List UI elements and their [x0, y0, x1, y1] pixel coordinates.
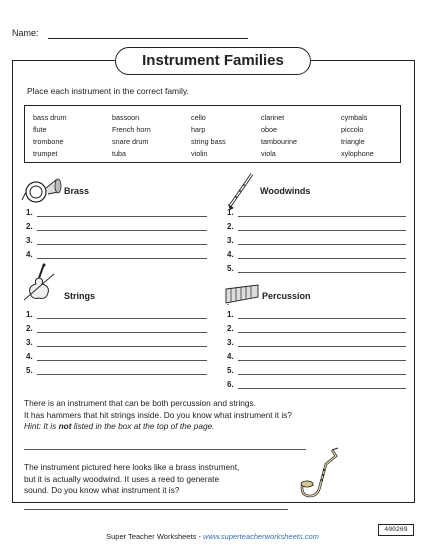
- word-bank-item: triangle: [341, 137, 365, 146]
- word-bank-item: bass drum: [33, 113, 67, 122]
- woodwinds-number: 2.: [227, 222, 234, 231]
- hint-emphasis: not: [58, 421, 72, 431]
- woodwinds-number: 5.: [227, 264, 234, 273]
- question-2-line-3: sound. Do you know what instrument it is?: [24, 485, 180, 495]
- brass-number: 1.: [26, 208, 33, 217]
- word-bank-item: string bass: [191, 137, 226, 146]
- question-1: [24, 398, 404, 433]
- strings-answer-line[interactable]: [37, 360, 207, 361]
- name-field[interactable]: [48, 38, 248, 39]
- brass-answer-line[interactable]: [37, 230, 207, 231]
- word-bank-item: cello: [191, 113, 206, 122]
- hint-prefix: Hint: It is: [24, 421, 59, 431]
- instructions: Place each instrument in the correct family.: [27, 86, 189, 96]
- strings-answer-line[interactable]: [37, 374, 207, 375]
- question-1-line-2: It has hammers that hit strings inside. Do you know what instrument it is?: [24, 409, 292, 420]
- strings-number: 2.: [26, 324, 33, 333]
- word-bank-item: clarinet: [261, 113, 285, 122]
- strings-number: 3.: [26, 338, 33, 347]
- footer-brand: Super Teacher Worksheets: [106, 532, 197, 541]
- strings-answer-line[interactable]: [37, 332, 207, 333]
- percussion-title: Percussion: [262, 291, 311, 301]
- word-bank-item: snare drum: [112, 137, 149, 146]
- brass-answer-line[interactable]: [37, 216, 207, 217]
- hint-suffix: listed in the box at the top of the page.: [71, 421, 215, 431]
- word-bank-item: tuba: [112, 149, 126, 158]
- word-bank-item: tambourine: [261, 137, 297, 146]
- percussion-answer-line[interactable]: [238, 346, 406, 347]
- strings-answer-line[interactable]: [37, 318, 207, 319]
- percussion-number: 2.: [227, 324, 234, 333]
- violin-icon: [22, 262, 56, 302]
- brass-title: Brass: [64, 186, 90, 196]
- word-bank-item: xylophone: [341, 149, 374, 158]
- strings-answer-line[interactable]: [37, 346, 207, 347]
- percussion-number: 3.: [227, 338, 234, 347]
- strings-title: Strings: [64, 291, 96, 301]
- footer: [0, 532, 425, 541]
- word-bank-item: trumpet: [33, 149, 58, 158]
- brass-number: 4.: [26, 250, 33, 259]
- word-bank-item: oboe: [261, 125, 277, 134]
- question-2: [24, 462, 314, 497]
- brass-number: 2.: [26, 222, 33, 231]
- percussion-answer-line[interactable]: [238, 318, 406, 319]
- word-bank-item: harp: [191, 125, 206, 134]
- brass-number: 3.: [26, 236, 33, 245]
- woodwinds-answer-line[interactable]: [238, 216, 406, 217]
- question-2-answer-line[interactable]: [24, 509, 288, 510]
- percussion-number: 5.: [227, 366, 234, 375]
- word-bank-item: flute: [33, 125, 47, 134]
- french-horn-icon: [20, 174, 62, 206]
- page-title: Instrument Families: [115, 47, 311, 75]
- woodwinds-title: Woodwinds: [260, 186, 311, 196]
- woodwinds-answer-line[interactable]: [238, 230, 406, 231]
- word-bank-item: bassoon: [112, 113, 140, 122]
- percussion-number: 4.: [227, 352, 234, 361]
- percussion-number: 1.: [227, 310, 234, 319]
- word-bank-item: violin: [191, 149, 208, 158]
- woodwinds-number: 3.: [227, 236, 234, 245]
- percussion-answer-line[interactable]: [238, 332, 406, 333]
- name-label: Name:: [12, 28, 39, 38]
- woodwinds-number: 4.: [227, 250, 234, 259]
- saxophone-icon: [296, 448, 342, 502]
- strings-number: 1.: [26, 310, 33, 319]
- percussion-answer-line[interactable]: [238, 360, 406, 361]
- percussion-answer-line[interactable]: [238, 388, 406, 389]
- question-1-line-1: There is an instrument that can be both percussion and strings.: [24, 398, 256, 408]
- word-bank-item: French horn: [112, 125, 151, 134]
- question-2-line-2: but it is actually woodwind. It uses a reed to generate: [24, 473, 220, 484]
- strings-number: 5.: [26, 366, 33, 375]
- word-bank-item: cymbals: [341, 113, 368, 122]
- footer-link[interactable]: www.superteacherworksheets.com: [202, 532, 319, 541]
- worksheet-code: 400269: [378, 524, 414, 536]
- clarinet-icon: [226, 170, 258, 210]
- word-bank: [24, 105, 401, 163]
- brass-answer-line[interactable]: [37, 244, 207, 245]
- question-1-answer-line[interactable]: [24, 449, 306, 450]
- strings-number: 4.: [26, 352, 33, 361]
- question-1-hint: [24, 421, 404, 433]
- xylophone-icon: [224, 283, 260, 305]
- question-2-line-1: The instrument pictured here looks like a brass instrument,: [24, 462, 240, 472]
- percussion-answer-line[interactable]: [238, 374, 406, 375]
- percussion-number: 6.: [227, 380, 234, 389]
- word-bank-item: piccolo: [341, 125, 364, 134]
- brass-answer-line[interactable]: [37, 258, 207, 259]
- woodwinds-answer-line[interactable]: [238, 244, 406, 245]
- word-bank-item: trombone: [33, 137, 64, 146]
- woodwinds-number: 1.: [227, 208, 234, 217]
- woodwinds-answer-line[interactable]: [238, 258, 406, 259]
- word-bank-item: viola: [261, 149, 276, 158]
- woodwinds-answer-line[interactable]: [238, 272, 406, 273]
- footer-separator: -: [196, 532, 203, 541]
